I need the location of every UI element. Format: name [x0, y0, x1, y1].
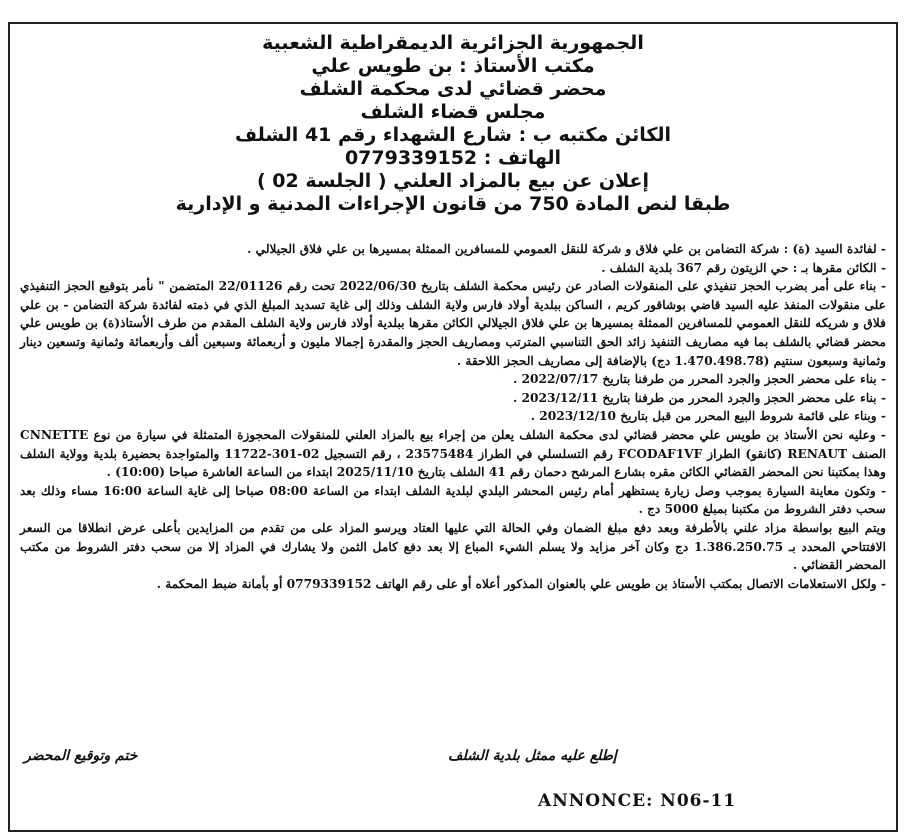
contact-info: - ولكل الاستعلامات الاتصال بمكتب الأستاذ بن طويس علي بالعنوان المذكور أعلاه أو على رقم الهاتف 0779339152 أو بأمانة ضبط المحكمة . — [156, 576, 886, 591]
legal-basis: طبقا لنص المادة 750 من قانون الإجراءات المدنية و الإدارية — [175, 193, 731, 215]
bailiff-title: محضر قضائي لدى محكمة الشلف — [299, 78, 607, 100]
office-phone: الهاتف : 0779339152 — [344, 147, 562, 169]
republic-title: الجمهورية الجزائرية الديمقراطية الشعبية — [262, 32, 644, 54]
vehicle-inspection: - وتكون معاينة السيارة بموجب وصل زيارة يستظهر أمام رئيس المحشر البلدي لبلدية الشلف ابتداء من الساعة 08:00 صباحا إلى غاية الساعة 16:00 مساء وذلك بعد سحب دفتر الشروط من مكتبنا بمبلغ 5000 دج . — [20, 483, 886, 517]
court-council: مجلس قضاء الشلف — [360, 101, 546, 123]
sale-terms: ويتم البيع بواسطة مزاد علني بالأطرفة وبعد دفع مبلغ الضمان وفي الحالة التي عليها العتاد ويرسو المزاد على من تقدم من المزايدين بأعلى عرض انطلاقا من السعر الافتتاحي المحدد بـ 1.386.250.75 دج وكان آخر مزايد ولا يسلم الشيء المباع إلا بعد دفع كامل الثمن ولا يشارك في المزاد إلا من سحب دفتر الشروط من مكتب المحضر القضائي . — [20, 520, 886, 573]
seizure-record-2: - بناء على محضر الحجز والجرد المحرر من طرفنا بتاريخ 2023/12/11 . — [513, 390, 886, 405]
municipality-seen-by: إطلع عليه ممثل بلدية الشلف — [448, 748, 617, 764]
conditions-list: - وبناء على قائمة شروط البيع المحرر من قبل بتاريخ 2023/12/10 . — [530, 409, 886, 424]
seizure-order-paragraph: - بناء على أمر بضرب الحجز تنفيذي على المنقولات الصادر عن رئيس محكمة الشلف بتاريخ 2022/06/30 تحت رقم 22/01126 المتضمن " نأمر بتوقيع الحجز التنفيذي على منقولات المنفذ عليه السيد قاضي بوشاقور كريم ، الساكن ببلدية أولاد فارس ولاية الشلف وذلك إلى غاية تسديد المبلغ الذي في ذمته لفائدة شركة التضامن - بن علي فلاق و شريكه للنقل العمومي للمسافرين الممثلة بمسيرها بن علي فلاق الجيلالي الكائن مقرها ببلدية أولاد فارس ولاية الشلف المقدم من طرف الأستاذ(ة) بن طويس علي محضر قضائي بالشلف بما فيه مصاريف التنفيذ زائد الحق التناسبي المترتب ومصاريف الحجز والمقدرة إجمالا مليون و أربعمائة وسبعين ألف وأربعمائة وثمانية وتسعين دينار وثمانية وسبعون سنتيم (1.470.498.78 دج) بالإضافة إلى مصاريف الحجز اللاحقة . — [20, 279, 886, 368]
auction-title: إعلان عن بيع بالمزاد العلني ( الجلسة 02 ) — [256, 170, 650, 192]
beneficiary-address: - الكائن مقرها بـ : حي الزيتون رقم 367 بلدية الشلف . — [601, 260, 886, 275]
notice-body — [20, 240, 886, 593]
annonce-number: ANNONCE: N06-11 — [538, 791, 737, 811]
seizure-record-1: - بناء على محضر الحجز والجرد المحرر من طرفنا بتاريخ 2022/07/17 . — [513, 372, 886, 387]
office-name: مكتب الأستاذ : بن طويس علي — [311, 55, 595, 77]
notice-header — [0, 32, 906, 216]
beneficiary-paragraph: - لفائدة السيد (ة) : شركة التضامن بن علي فلاق و شركة للنقل العمومي للمسافرين الممثلة بمسيرها بن علي فلاق الجيلالي . — [247, 242, 886, 256]
bailiff-seal-signature: ختم وتوقيع المحضر — [24, 748, 138, 764]
sale-announcement: - وعليه نحن الأستاذ بن طويس علي محضر قضائي لدى محكمة الشلف يعلن من إجراء بيع بالمزاد العلني للمنقولات المحجوزة المتمثلة في سيارة من نوع CNNETTE الصنف RENAUT (كانقو) الطراز FCODAF1VF رقم التسلسلي في الطراز 23575484 ، رقم التسجيل 02-301-11722 والمتواجدة بحضيرة بلدية وولاية الشلف وهذا بمكتبنا نحن المحضر القضائي الكائن مقره بشارع المرشح دحمان رقم 41 الشلف بتاريخ 2025/11/10 ابتداء من الساعة العاشرة صباحا (10:00) . — [20, 427, 886, 480]
office-address: الكائن مكتبه ب : شارع الشهداء رقم 41 الشلف — [234, 124, 672, 146]
